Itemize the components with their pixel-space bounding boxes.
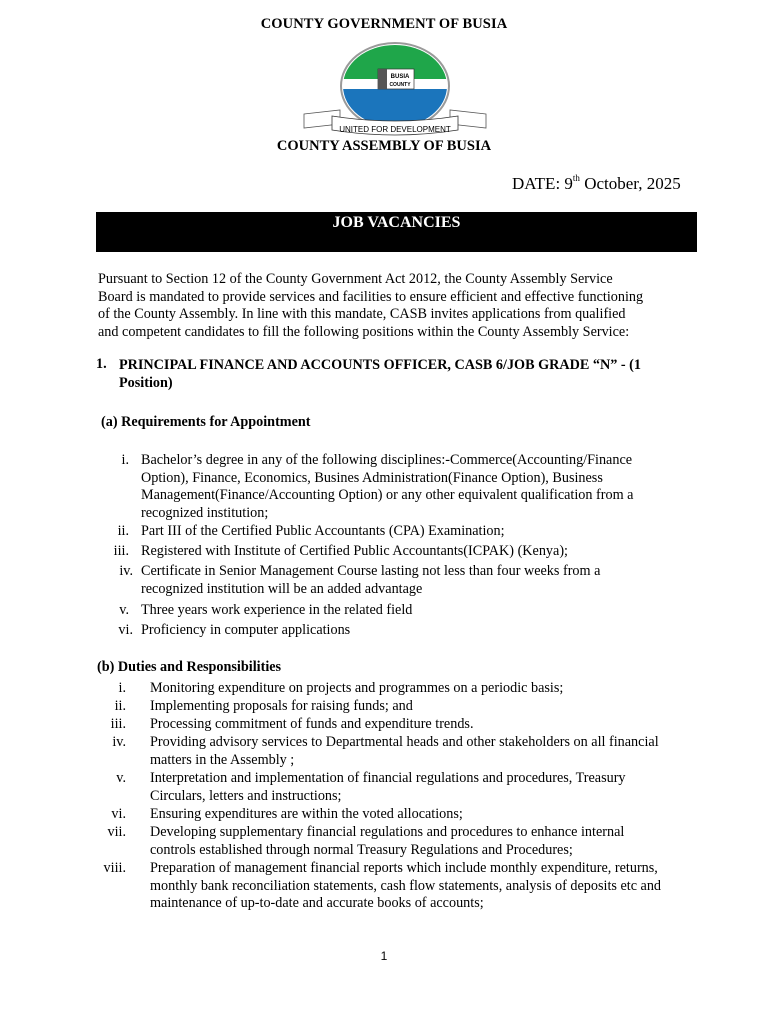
- list-item: Interpretation and implementation of financial regulations and procedures, Treasury Circulars, letters and instructions;: [150, 770, 626, 804]
- logo-bottom-text: COUNTY: [389, 82, 411, 88]
- list-item: Processing commitment of funds and expenditure trends.: [150, 716, 474, 732]
- list-item-number: iv.: [119, 563, 133, 579]
- list-item: Implementing proposals for raising funds; and: [150, 698, 413, 714]
- list-item-number: i.: [118, 680, 126, 696]
- assembly-title: COUNTY ASSEMBLY OF BUSIA: [276, 138, 492, 154]
- list-item: Proficiency in computer applications: [141, 622, 351, 638]
- list-item-number: iv.: [112, 734, 126, 750]
- list-item-number: iii.: [113, 543, 129, 559]
- list-item-number: vii.: [107, 824, 126, 840]
- list-item: Providing advisory services to Departmental heads and other stakeholders on all financial matters in the Assembly ;: [150, 734, 659, 768]
- list-item-number: v.: [119, 602, 129, 618]
- logo-badge: [378, 69, 414, 89]
- document-date: DATE: 9th October, 2025: [512, 173, 681, 193]
- county-logo: [272, 36, 518, 140]
- list-item-number: ii.: [114, 698, 126, 714]
- list-item: Registered with Institute of Certified Public Accountants(ICPAK) (Kenya);: [141, 543, 568, 559]
- job-vacancies-banner: JOB VACANCIES: [96, 212, 697, 252]
- list-item-number: v.: [116, 770, 126, 786]
- requirements-heading: (a) Requirements for Appointment: [101, 414, 311, 430]
- list-item-number: vi.: [111, 806, 126, 822]
- page-number: 1: [380, 949, 388, 963]
- logo-top-text: BUSIA: [390, 74, 410, 80]
- position-title: PRINCIPAL FINANCE AND ACCOUNTS OFFICER, CASB 6/JOB GRADE “N” - (1 Position): [119, 357, 641, 391]
- duties-heading: (b) Duties and Responsibilities: [97, 659, 282, 675]
- list-item: Certificate in Senior Management Course lasting not less than four weeks from a recognized institution will be an added advantage: [141, 563, 601, 597]
- position-number: 1.: [96, 356, 107, 372]
- list-item: Bachelor’s degree in any of the following disciplines:-Commerce(Accounting/Finance Option), Finance, Economics, Busines Administration(Finance Option), Business Management(Finance/Accounting Option) or any other equivalent qualification from a recognized institution;: [141, 452, 634, 521]
- list-item: Preparation of management financial reports which include monthly expenditure, returns, monthly bank reconciliation statements, cash flow statements, analysis of deposits etc and maintenance of up-to-date and accurate books of accounts;: [150, 860, 662, 911]
- list-item: Three years work experience in the related field: [141, 602, 413, 618]
- list-item-number: i.: [121, 452, 129, 468]
- list-item: Ensuring expenditures are within the voted allocations;: [150, 806, 463, 822]
- intro-paragraph: Pursuant to Section 12 of the County Government Act 2012, the County Assembly Service Board is mandated to provide services and facilities to ensure efficient and effective functioning of the County Assembly. In line with this mandate, CASB invites applications from qualified and competent candidates to fill the following positions within the County Assembly Service:: [98, 271, 644, 340]
- list-item-number: vi.: [118, 622, 133, 638]
- list-item: Developing supplementary financial regulations and procedures to enhance internal controls established through normal Treasury Regulations and Procedures;: [150, 824, 625, 858]
- list-item-number: iii.: [110, 716, 126, 732]
- government-title: COUNTY GOVERNMENT OF BUSIA: [260, 16, 508, 32]
- list-item-number: ii.: [117, 523, 129, 539]
- list-item: Monitoring expenditure on projects and programmes on a periodic basis;: [150, 680, 564, 696]
- logo-motto: UNITED FOR DEVELOPMENT: [339, 125, 451, 134]
- list-item: Part III of the Certified Public Accountants (CPA) Examination;: [141, 523, 505, 539]
- list-item-number: viii.: [103, 860, 126, 876]
